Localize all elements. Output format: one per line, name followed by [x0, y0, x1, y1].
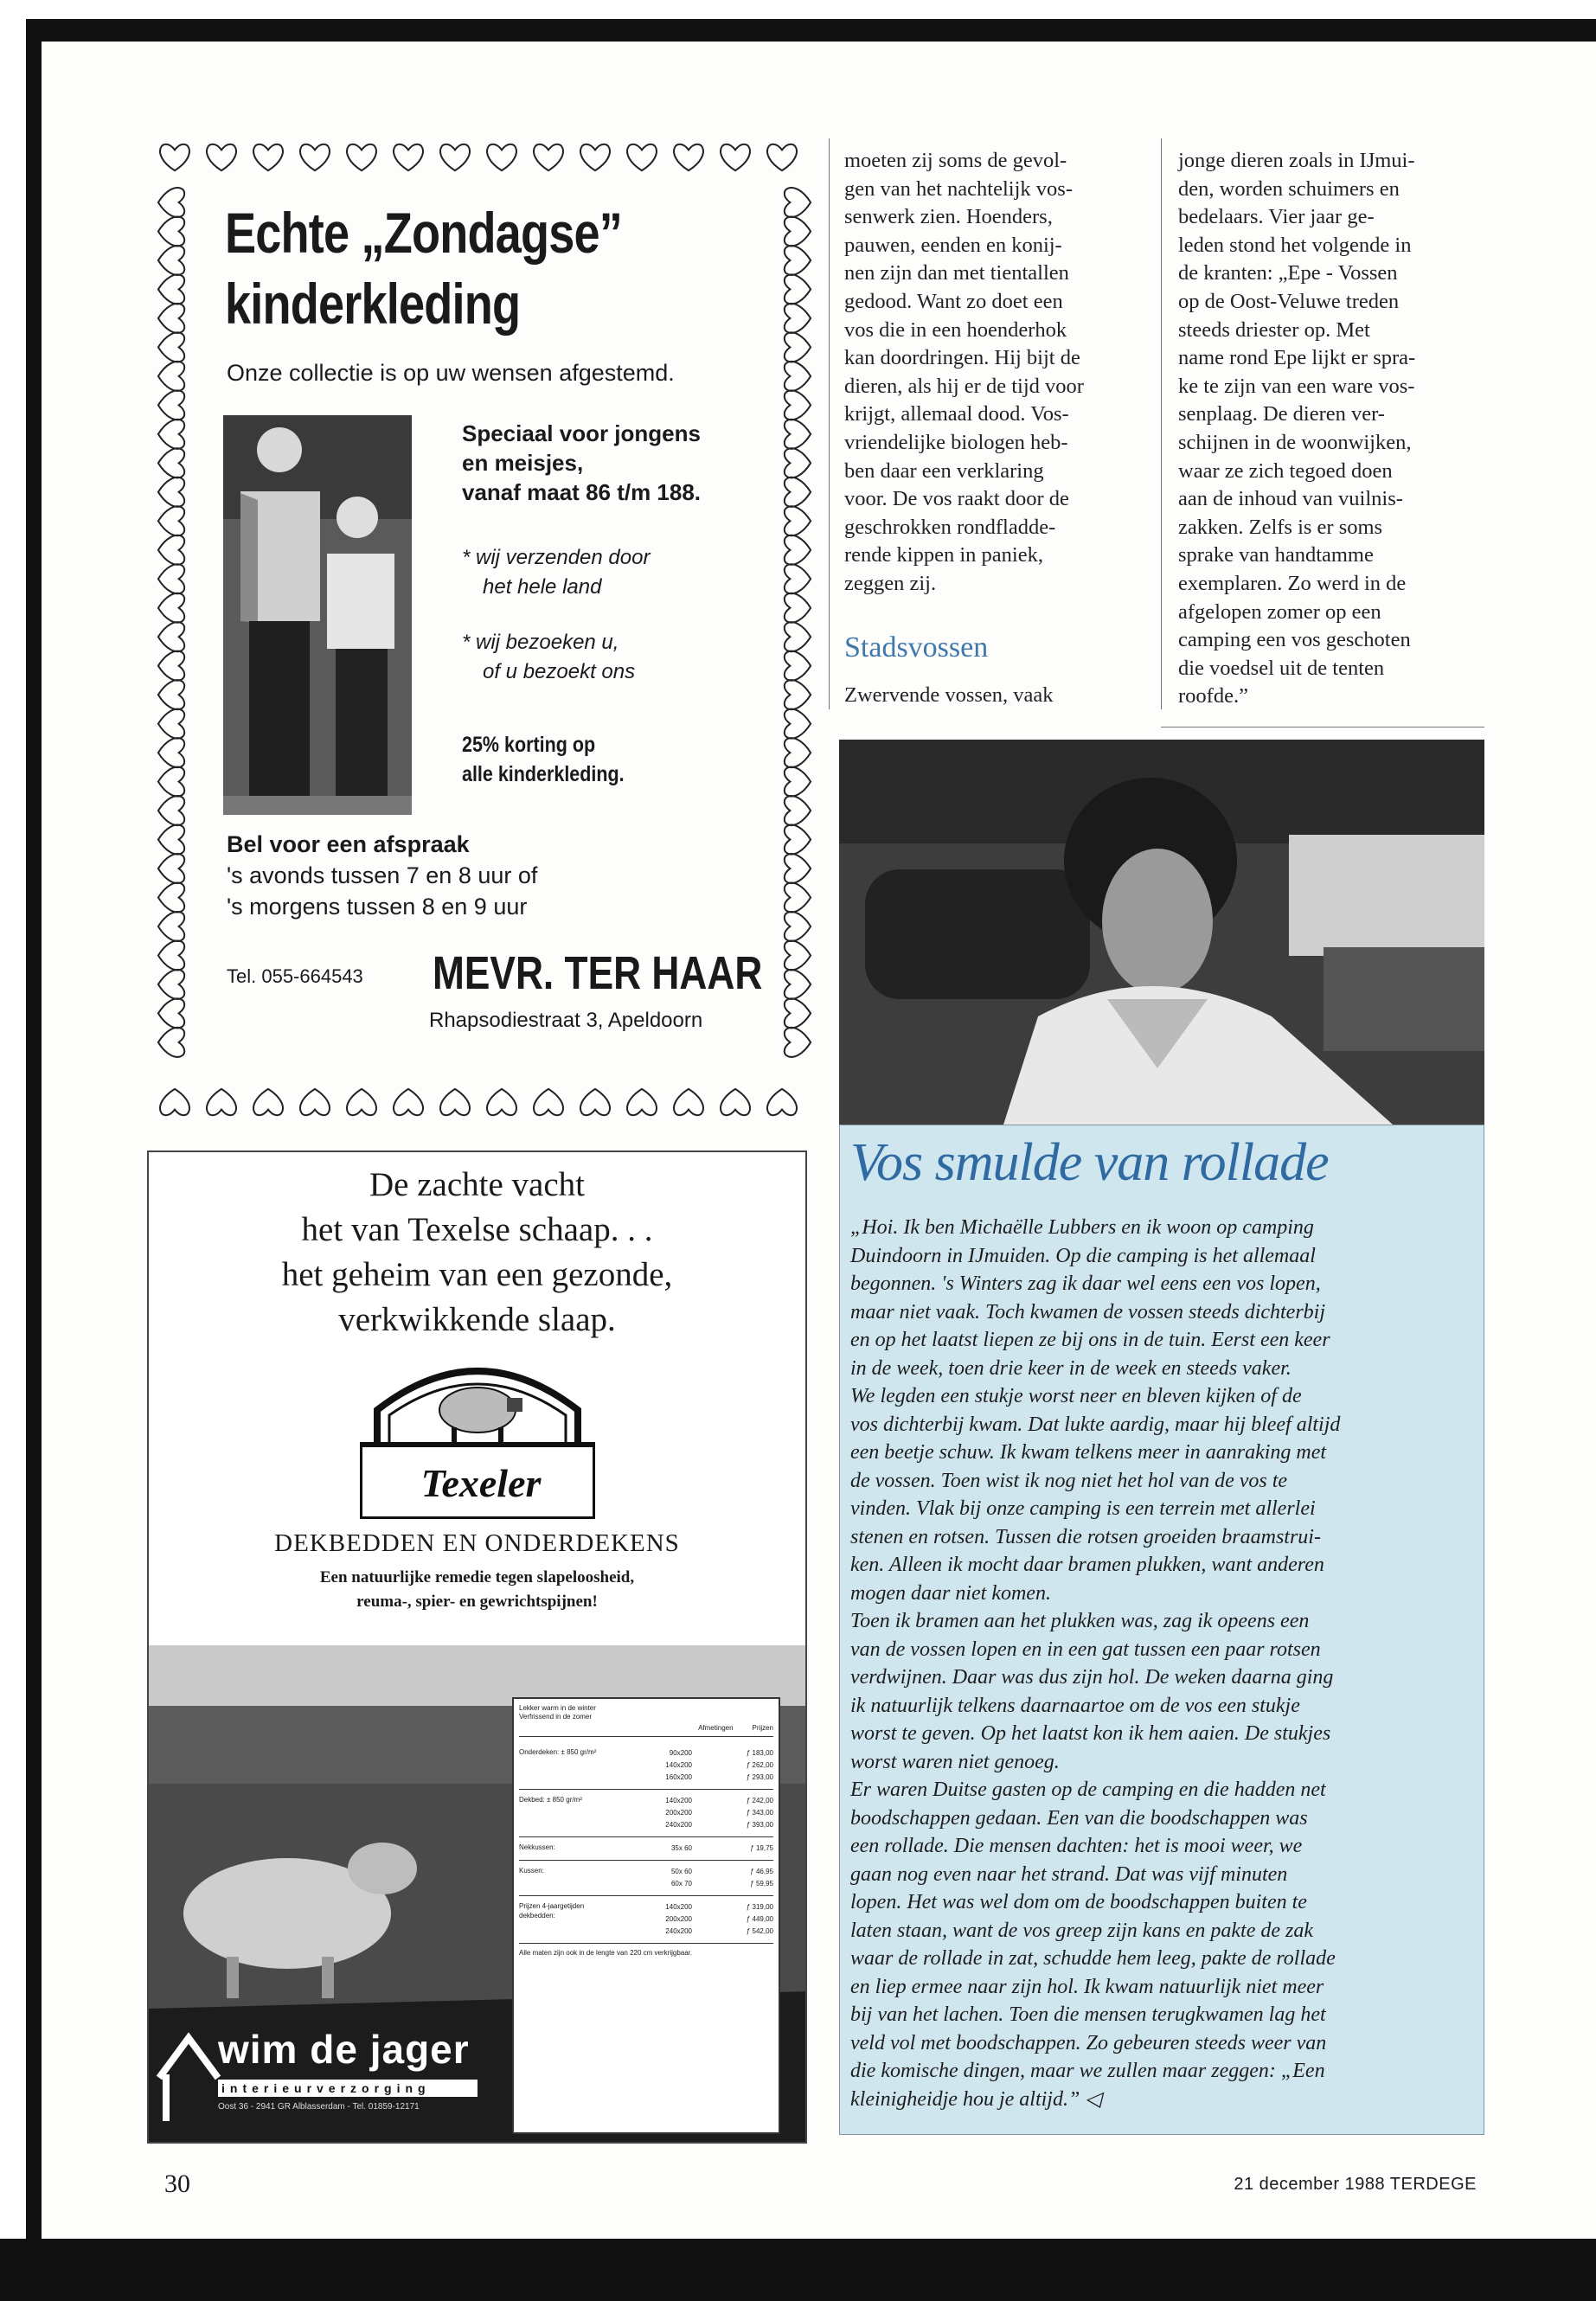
size-value: 140x200 — [665, 1761, 692, 1769]
heart-icon — [158, 564, 184, 593]
text-line: roofde.” — [1178, 684, 1248, 708]
price-value: ƒ 46,95 — [750, 1868, 773, 1875]
price-value: ƒ 59,95 — [750, 1880, 773, 1888]
price-row-name: Prijzen 4-jaargetijden dekbedden: — [519, 1902, 585, 1920]
size-value: 140x200 — [665, 1797, 692, 1804]
heart-icon — [674, 1089, 703, 1115]
heart-icon — [158, 767, 184, 797]
price-value: ƒ 293,00 — [746, 1773, 773, 1781]
text-line: vinden. Vlak bij onze camping is een terrein met allerlei — [850, 1497, 1316, 1520]
size-value: 200x200 — [665, 1809, 692, 1817]
price-intro-line: Lekker warm in de winter — [519, 1704, 596, 1712]
heart-icon — [160, 144, 189, 170]
article-column-2 — [1178, 147, 1481, 711]
heart-icon — [440, 1089, 470, 1115]
text-line: senplaag. De dieren ver- — [1178, 402, 1385, 426]
heart-icon — [721, 1089, 750, 1115]
heart-icon — [158, 506, 184, 535]
text-line: senwerk zien. Hoenders, — [844, 205, 1053, 229]
heart-icon — [158, 478, 184, 507]
ad-bullet-shipping — [462, 543, 756, 602]
price-value: ƒ 19,75 — [750, 1844, 773, 1852]
ad-phone: Tel. 055-664543 — [227, 965, 363, 987]
headline-line: De zachte vacht — [369, 1166, 585, 1203]
heart-icon — [785, 825, 811, 855]
text-line: We legden een stukje worst neer en bleven kijken of de — [850, 1385, 1302, 1407]
column-divider — [1161, 138, 1162, 709]
heart-icon — [158, 622, 184, 651]
price-value: ƒ 343,00 — [746, 1809, 773, 1817]
price-value: ƒ 449,00 — [746, 1915, 773, 1923]
ad-discount — [462, 730, 715, 789]
heart-icon — [158, 448, 184, 478]
price-row — [519, 1837, 773, 1861]
col-prices-header: Prijzen — [752, 1724, 773, 1732]
price-table — [512, 1697, 780, 2134]
subheading-stadsvossen: Stadsvossen — [844, 631, 989, 663]
heart-icon — [347, 144, 376, 170]
text-line: pauwen, eenden en konij- — [844, 233, 1062, 257]
price-groups — [519, 1742, 773, 1944]
retailer-address: Oost 36 - 2941 GR Alblasserdam - Tel. 01859-12171 — [218, 2102, 420, 2112]
price-value: ƒ 319,00 — [746, 1903, 773, 1911]
text-line: geschrokken rondfladde- — [844, 515, 1056, 539]
price-row — [519, 1790, 773, 1837]
price-value: ƒ 542,00 — [746, 1927, 773, 1935]
heart-icon — [674, 144, 703, 170]
heart-icon — [160, 1089, 189, 1115]
ad-shop-name: MEVR. TER HAAR — [433, 947, 763, 999]
price-row-sizes — [614, 1843, 692, 1855]
article-column-1-continued: Zwervende vossen, vaak — [844, 683, 1054, 707]
retailer-logo — [154, 2026, 500, 2138]
call-heading: Bel voor een afspraak — [227, 831, 470, 857]
price-row-name: Onderdeken: ± 850 gr/m² — [519, 1748, 597, 1756]
text-line: Duindoorn in IJmuiden. Op die camping is het allemaal — [850, 1244, 1316, 1267]
heart-icon — [158, 274, 184, 304]
heart-icon — [785, 622, 811, 651]
ad-call-info — [227, 829, 537, 922]
text-line: worst waren niet genoeg. — [850, 1750, 1060, 1773]
text-line: Er waren Duitse gasten op de camping en die hadden net — [850, 1779, 1326, 1801]
text-line: begonnen. 's Winters zag ik daar wel eens een vos lopen, — [850, 1272, 1321, 1295]
heart-icon — [785, 767, 811, 797]
price-row-prices — [692, 1843, 773, 1855]
price-intro — [519, 1704, 773, 1721]
heart-icon — [158, 680, 184, 709]
ad-subtitle: Onze collectie is op uw wensen afgestemd. — [227, 360, 675, 386]
heart-icon — [785, 941, 811, 971]
price-row-name: Kussen: — [519, 1867, 544, 1875]
ad-title-line2: kinderkleding — [225, 272, 521, 336]
text-line: ben daar een verklaring — [844, 458, 1044, 483]
heart-icon — [158, 651, 184, 681]
heart-icon — [785, 217, 811, 247]
heart-icon — [785, 332, 811, 362]
heart-icon — [767, 144, 797, 170]
text-line: exemplaren. Zo werd in de — [1178, 571, 1407, 595]
text-line: boodschappen gedaan. Een van die boodschappen was — [850, 1806, 1308, 1830]
heart-icon — [534, 144, 563, 170]
text-line: van de vossen lopen en in een gat tussen een paar rotsen — [850, 1638, 1321, 1661]
text-line: in de week, toen drie keer in de week en steeds vaker. — [850, 1356, 1292, 1380]
col-sizes-header: Afmetingen — [698, 1724, 734, 1732]
price-row-sizes — [614, 1866, 692, 1890]
call-line: 's avonds tussen 7 en 8 uur of — [227, 862, 538, 888]
publication-date: 21 december 1988 TERDEGE — [1234, 2175, 1477, 2194]
heart-icon — [158, 825, 184, 855]
text-line: gedood. Want zo doet een — [844, 289, 1063, 313]
price-row-name: Dekbed: ± 850 gr/m² — [519, 1796, 582, 1804]
heart-icon — [207, 144, 236, 170]
text-line: een rollade. Die mensen dachten: het is mooi weer, we — [850, 1835, 1303, 1857]
price-table-header — [519, 1723, 773, 1737]
description-line: reuma-, spier- en gewrichtspijnen! — [356, 1593, 598, 1611]
text-line: Toen ik bramen aan het plukken was, zag ik opeens een — [850, 1610, 1310, 1632]
heart-icon — [207, 1089, 236, 1115]
heart-icon — [300, 144, 330, 170]
text-line: veld vol met boodschappen. Zo gebeuren steeds weer van — [850, 2031, 1327, 2054]
heart-icon — [487, 1089, 516, 1115]
text-line: stenen en rotsen. Tussen die rotsen groeiden braamstrui- — [850, 1525, 1321, 1548]
heart-icon — [158, 332, 184, 362]
heart-icon — [158, 883, 184, 913]
price-row — [519, 1861, 773, 1896]
heart-icon — [785, 970, 811, 999]
price-value: ƒ 183,00 — [746, 1749, 773, 1757]
heart-icon — [785, 1028, 811, 1057]
ad-bullet-visit — [462, 628, 756, 687]
heart-icon — [785, 593, 811, 623]
text-line: zakken. Zelfs is er soms — [1178, 515, 1383, 539]
price-row-prices — [692, 1747, 773, 1784]
text-line: en liep ermee naar zijn hol. Ik kwam natuurlijk niet meer — [850, 1975, 1324, 1998]
ad-kinderkleding — [156, 137, 813, 1123]
text-line: zeggen zij. — [844, 571, 937, 595]
price-intro-line: Verfrissend in de zomer — [519, 1713, 593, 1721]
discount-line: 25% korting op — [462, 733, 596, 757]
price-value: ƒ 393,00 — [746, 1821, 773, 1829]
heart-icon — [785, 564, 811, 593]
text-line: kleinigheidje hou je altijd.” ◁ — [850, 2087, 1101, 2111]
text-line: een beetje schuw. Ik kwam telkens meer in aanraking met — [850, 1441, 1327, 1464]
text-line: mogen daar niet komen. — [850, 1581, 1051, 1605]
heart-icon — [785, 709, 811, 739]
price-row-prices — [692, 1901, 773, 1938]
heart-icon — [158, 912, 184, 941]
size-value: 50x 60 — [670, 1868, 692, 1875]
heart-icon — [394, 144, 423, 170]
heart-icon — [158, 246, 184, 275]
heart-icon — [158, 188, 184, 217]
heart-icon — [767, 1089, 797, 1115]
text-line: aan de inhoud van vuilnis- — [1178, 487, 1403, 511]
price-value: ƒ 242,00 — [746, 1797, 773, 1804]
text-line: gen van het nachtelijk vos- — [844, 176, 1073, 201]
text-line: rende kippen in paniek, — [844, 543, 1043, 567]
heart-icon — [785, 912, 811, 941]
text-line: voor. De vos raakt door de — [844, 487, 1069, 511]
price-value: ƒ 262,00 — [746, 1761, 773, 1769]
heart-icon — [785, 448, 811, 478]
text-line: camping een vos geschoten — [1178, 628, 1411, 652]
heart-icon — [534, 1089, 563, 1115]
price-row — [519, 1896, 773, 1944]
size-value: 200x200 — [665, 1915, 692, 1923]
heart-icon — [785, 506, 811, 535]
heart-icon — [785, 854, 811, 883]
heart-icon — [785, 998, 811, 1028]
bullet-line: * wij verzenden door — [462, 546, 651, 569]
price-row — [519, 1742, 773, 1790]
special-line: vanaf maat 86 t/m 188. — [462, 479, 702, 505]
text-line: ik natuurlijk telkens daarnaartoe om de vos een stukje — [850, 1694, 1300, 1717]
heart-icon — [158, 998, 184, 1028]
text-line: verdwijnen. Daar was dus zijn hol. De weken daarna ging — [850, 1666, 1334, 1689]
ad2-product-line: DEKBEDDEN EN ONDERDEKENS — [274, 1529, 680, 1557]
size-value: 140x200 — [665, 1903, 692, 1911]
heart-icon — [785, 362, 811, 391]
heart-icon — [785, 420, 811, 449]
ad-title — [225, 197, 735, 339]
text-line: waar de rollade in zat, schudde hem leeg, pakte de rollade — [850, 1947, 1336, 1970]
heart-icon — [158, 420, 184, 449]
text-line: vos die in een hoenderhok — [844, 317, 1067, 342]
heart-icon — [158, 390, 184, 420]
heart-icon — [785, 188, 811, 217]
portrait-photo — [839, 740, 1484, 1125]
headline-line: verkwikkende slaap. — [338, 1301, 616, 1338]
text-line: „Hoi. Ik ben Michaëlle Lubbers en ik woon op camping — [850, 1216, 1314, 1239]
heart-icon — [158, 304, 184, 333]
text-line: gaan nog even naar het strand. Dat was vijf minuten — [850, 1862, 1288, 1886]
heart-icon — [721, 144, 750, 170]
bullet-line: het hele land — [483, 575, 602, 599]
text-line: sprake van handtamme — [1178, 543, 1374, 567]
story-title: Vos smulde van rollade — [850, 1133, 1329, 1192]
story-text — [850, 1214, 1475, 2113]
headline-line: het geheim van een gezonde, — [281, 1256, 673, 1293]
size-value: 35x 60 — [670, 1844, 692, 1852]
price-footnote: Alle maten zijn ook in de lengte van 220 cm verkrijgbaar. — [519, 1949, 693, 1957]
article-column-1 — [844, 147, 1147, 599]
text-line: de vossen. Toen wist ik nog niet het hol van de vos te — [850, 1469, 1288, 1492]
heart-icon — [158, 738, 184, 767]
size-value: 90x200 — [669, 1749, 692, 1757]
heart-icon — [785, 651, 811, 681]
text-line: op de Oost-Veluwe treden — [1178, 289, 1400, 313]
heart-icon — [300, 1089, 330, 1115]
heart-icon — [785, 883, 811, 913]
text-line: den, worden schuimers en — [1178, 176, 1400, 201]
heart-icon — [785, 680, 811, 709]
heart-icon — [785, 304, 811, 333]
text-line: en op het laatst liepen ze bij ons in de tuin. Eerst een keer — [850, 1329, 1330, 1351]
heart-icon — [158, 854, 184, 883]
size-value: 160x200 — [665, 1773, 692, 1781]
call-line: 's morgens tussen 8 en 9 uur — [227, 894, 528, 920]
text-line: die komische dingen, maar we zullen maar zeggen: „Een — [850, 2060, 1325, 2082]
text-line: ken. Alleen ik mocht daar bramen plukken, want anderen — [850, 1554, 1324, 1576]
price-row-sizes — [614, 1901, 692, 1938]
text-line: moeten zij soms de gevol- — [844, 149, 1067, 172]
text-line: maar niet vaak. Toch kwamen de vossen steeds dichterbij — [850, 1300, 1326, 1324]
heart-icon — [580, 144, 610, 170]
size-value: 240x200 — [665, 1821, 692, 1829]
heart-icon — [158, 1028, 184, 1057]
heart-icon — [580, 1089, 610, 1115]
story-box — [839, 1125, 1484, 2135]
discount-line: alle kinderkleding. — [462, 762, 625, 786]
description-line: Een natuurlijke remedie tegen slapeloosheid, — [319, 1568, 635, 1586]
bullet-line: of u bezoekt ons — [483, 660, 636, 683]
heart-icon — [158, 941, 184, 971]
size-value: 60x 70 — [670, 1880, 692, 1888]
text-line: die voedsel uit de tenten — [1178, 656, 1385, 680]
size-value: 240x200 — [665, 1927, 692, 1935]
heart-icon — [158, 970, 184, 999]
heart-icon — [785, 796, 811, 825]
text-line: de kranten: „Epe - Vossen — [1178, 261, 1398, 285]
price-row-name: Nekkussen: — [519, 1843, 555, 1851]
heart-icon — [158, 217, 184, 247]
text-line: kan doordringen. Hij bijt de — [844, 346, 1080, 370]
scan-border-top — [26, 19, 1596, 42]
price-row-sizes — [614, 1747, 692, 1784]
retailer-name: wim de jager — [218, 2027, 470, 2072]
heart-icon — [785, 478, 811, 507]
price-row-sizes — [614, 1795, 692, 1831]
text-line: worst te geven. Op het laatst kon ik hem aaien. De stukjes — [850, 1722, 1331, 1745]
price-row-prices — [692, 1866, 773, 1890]
heart-icon — [158, 362, 184, 391]
heart-icon — [785, 274, 811, 304]
heart-icon — [785, 246, 811, 275]
text-line: leden stond het volgende in — [1178, 233, 1412, 257]
heart-icon — [253, 144, 283, 170]
heart-icon — [785, 535, 811, 565]
heart-icon — [627, 144, 657, 170]
text-line: vriendelijke biologen heb- — [844, 430, 1068, 454]
text-line: jonge dieren zoals in IJmui- — [1178, 149, 1415, 172]
ad2-headline — [149, 1163, 805, 1343]
text-line: ke te zijn van een ware vos- — [1178, 374, 1415, 398]
text-line: bedelaars. Vier jaar ge- — [1178, 205, 1375, 229]
heart-icon — [158, 796, 184, 825]
ad2-description — [149, 1566, 805, 1614]
page-number: 30 — [164, 2170, 190, 2198]
text-line: bij van het lachen. Toen die mensen terugkwamen lag het — [850, 2003, 1326, 2026]
texeler-logo — [360, 1349, 595, 1519]
children-photo — [223, 415, 412, 815]
text-line: lopen. Het was wel dom om de boodschappen buiten te — [850, 1891, 1307, 1913]
ad-address: Rhapsodiestraat 3, Apeldoorn — [429, 1009, 703, 1032]
special-line: en meisjes, — [462, 450, 584, 476]
heart-icon — [158, 593, 184, 623]
text-line: waar ze zich tegoed doen — [1178, 458, 1393, 483]
heart-icon — [627, 1089, 657, 1115]
column-divider — [829, 138, 830, 709]
ad-texeler — [147, 1150, 807, 2144]
headline-line: het van Texelse schaap. . . — [301, 1211, 653, 1248]
ad-special-offer — [462, 419, 773, 507]
text-line: name rond Epe lijkt er spra- — [1178, 346, 1416, 370]
text-line: dieren, als hij er de tijd voor — [844, 374, 1084, 398]
heart-icon — [785, 390, 811, 420]
text-line: nen zijn dan met tientallen — [844, 261, 1069, 285]
price-row-prices — [692, 1795, 773, 1831]
logo-text: Texeler — [420, 1461, 542, 1505]
text-line: laten staan, want de vos greep zijn kans en pakte de zak — [850, 1919, 1314, 1942]
special-line: Speciaal voor jongens — [462, 420, 701, 446]
retailer-subtitle: interieurverzorging — [218, 2080, 478, 2097]
heart-icon — [158, 709, 184, 739]
text-line: afgelopen zomer op een — [1178, 599, 1381, 624]
ad-title-line1: Echte „Zondagse” — [225, 201, 623, 265]
heart-icon — [487, 144, 516, 170]
heart-icon — [440, 144, 470, 170]
bullet-line: * wij bezoeken u, — [462, 631, 619, 654]
text-line: steeds driester op. Met — [1178, 317, 1370, 342]
heart-icon — [158, 535, 184, 565]
text-line: vos dichterbij kwam. Dat lukte aardig, maar hij bleef altijd — [850, 1413, 1341, 1436]
text-line: krijgt, allemaal dood. Vos- — [844, 402, 1069, 426]
heart-icon — [347, 1089, 376, 1115]
heart-icon — [253, 1089, 283, 1115]
heart-icon — [394, 1089, 423, 1115]
scan-border-bottom — [0, 2239, 1596, 2301]
text-line: schijnen in de woonwijken, — [1178, 430, 1412, 454]
heart-icon — [785, 738, 811, 767]
scan-border-left — [26, 19, 42, 2239]
